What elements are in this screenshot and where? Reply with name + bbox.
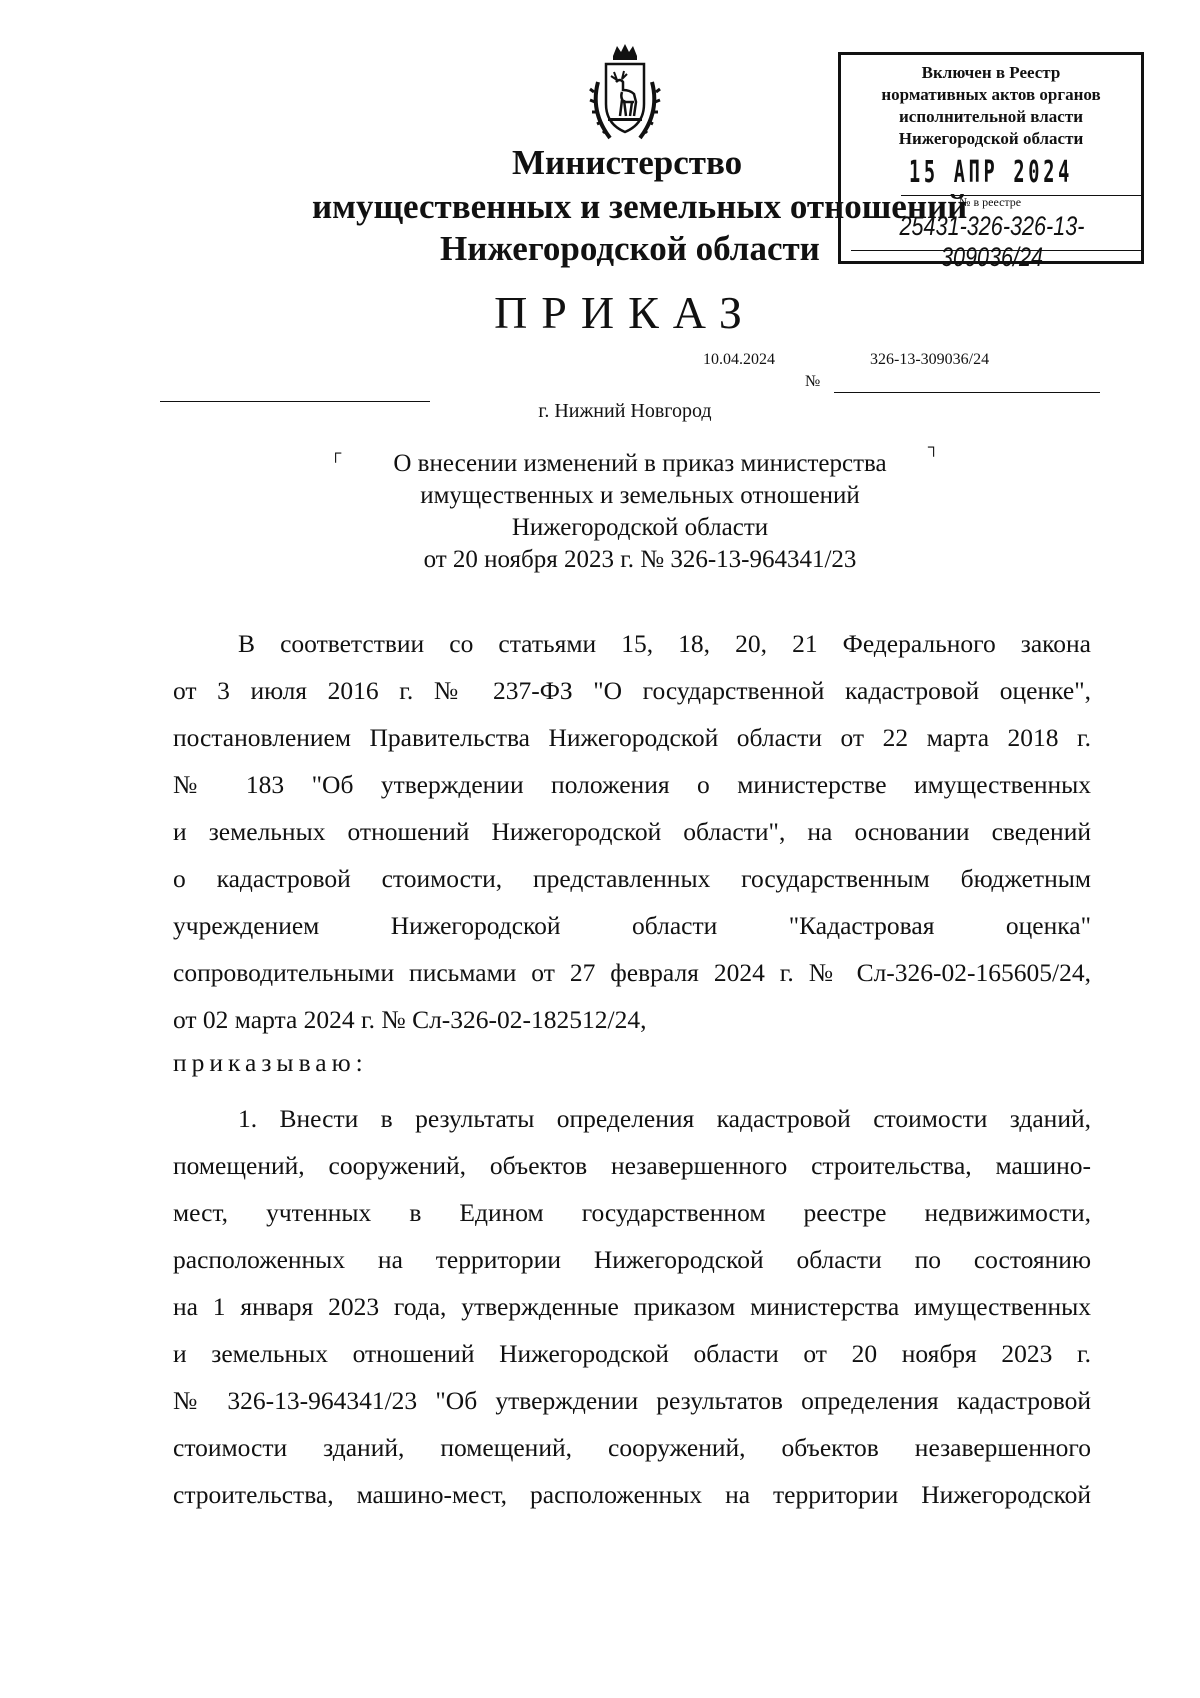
- stamp-date: 15 АПР 2024: [908, 155, 1074, 190]
- item1-line: на 1 января 2023 года, утвержденные приказом министерства имущественных: [173, 1292, 1091, 1321]
- stamp-line-4: Нижегородской области: [898, 129, 1084, 148]
- subject-line-3: Нижегородской области: [511, 514, 769, 541]
- preamble-line: В соответствии со статьями 15, 18, 20, 21 Федерального закона: [238, 629, 1091, 658]
- stamp-line-1: Включен в Реестр: [921, 63, 1061, 82]
- order-date: 10.04.2024: [703, 351, 775, 368]
- subject-line-2: имущественных и земельных отношений: [420, 482, 860, 509]
- subject-corner-left-icon: ┌: [330, 445, 342, 462]
- stamp-registry-underline: [851, 250, 1141, 251]
- preamble-line: постановлением Правительства Нижегородской области от 22 марта 2018 г.: [173, 723, 1091, 752]
- item1-line: строительства, машино-мест, расположенных на территории Нижегородской: [173, 1480, 1091, 1509]
- ministry-name-line-2: имущественных и земельных отношений: [312, 187, 968, 226]
- stamp-line-2: нормативных актов органов: [881, 85, 1101, 104]
- preamble-line: № 183 "Об утверждении положения о министерстве имущественных: [173, 770, 1091, 799]
- stamp-registry-number: 25431-326-326-13-309036/24: [899, 211, 1085, 272]
- order-word: приказываю:: [173, 1048, 368, 1077]
- number-sign: №: [805, 373, 821, 390]
- number-underline: [834, 392, 1100, 393]
- subject-corner-right-icon: ┐: [928, 439, 940, 456]
- subject-line-4: от 20 ноября 2023 г. № 326-13-964341/23: [423, 546, 857, 573]
- item1-line: расположенных на территории Нижегородской области по состоянию: [173, 1245, 1091, 1274]
- order-subject: [330, 445, 950, 576]
- preamble-line: от 3 июля 2016 г. № 237-ФЗ "О государственной кадастровой оценке",: [173, 676, 1091, 705]
- ministry-name-line-3: Нижегородской области: [440, 229, 820, 268]
- item1-line: № 326-13-964341/23 "Об утверждении результатов определения кадастровой: [173, 1386, 1091, 1415]
- item1-line: 1. Внести в результаты определения кадастровой стоимости зданий,: [238, 1104, 1091, 1133]
- ministry-name-line-1: Министерство: [512, 143, 743, 182]
- item1-line: стоимости зданий, помещений, сооружений, объектов незавершенного: [173, 1433, 1091, 1462]
- preamble-line: сопроводительными письмами от 27 февраля 2024 г. № Сл-326-02-165605/24,: [173, 958, 1091, 987]
- subject-line-1: О внесении изменений в приказ министерства: [393, 450, 887, 477]
- coat-of-arms-icon: [586, 42, 664, 144]
- preamble-line: учреждением Нижегородской области "Кадастровая оценка": [173, 911, 1091, 940]
- order-number: 326-13-309036/24: [870, 351, 990, 368]
- item1-line: мест, учтенных в Едином государственном реестре недвижимости,: [173, 1198, 1091, 1227]
- item1-line: и земельных отношений Нижегородской области от 20 ноября 2023 г.: [173, 1339, 1091, 1368]
- stamp-registry-label: № в реестре: [959, 195, 1022, 209]
- document-type-title: ПРИКАЗ: [494, 287, 756, 338]
- preamble-line: от 02 марта 2024 г. № Сл-326-02-182512/24,: [173, 1005, 647, 1034]
- item1-line: помещений, сооружений, объектов незавершенного строительства, машино-: [173, 1151, 1091, 1180]
- stamp-line-3: исполнительной власти: [899, 107, 1083, 126]
- preamble-line: и земельных отношений Нижегородской области", на основании сведений: [173, 817, 1091, 846]
- city-name: г. Нижний Новгород: [538, 400, 712, 422]
- registry-stamp: [838, 52, 1144, 272]
- preamble-line: о кадастровой стоимости, представленных государственным бюджетным: [173, 864, 1091, 893]
